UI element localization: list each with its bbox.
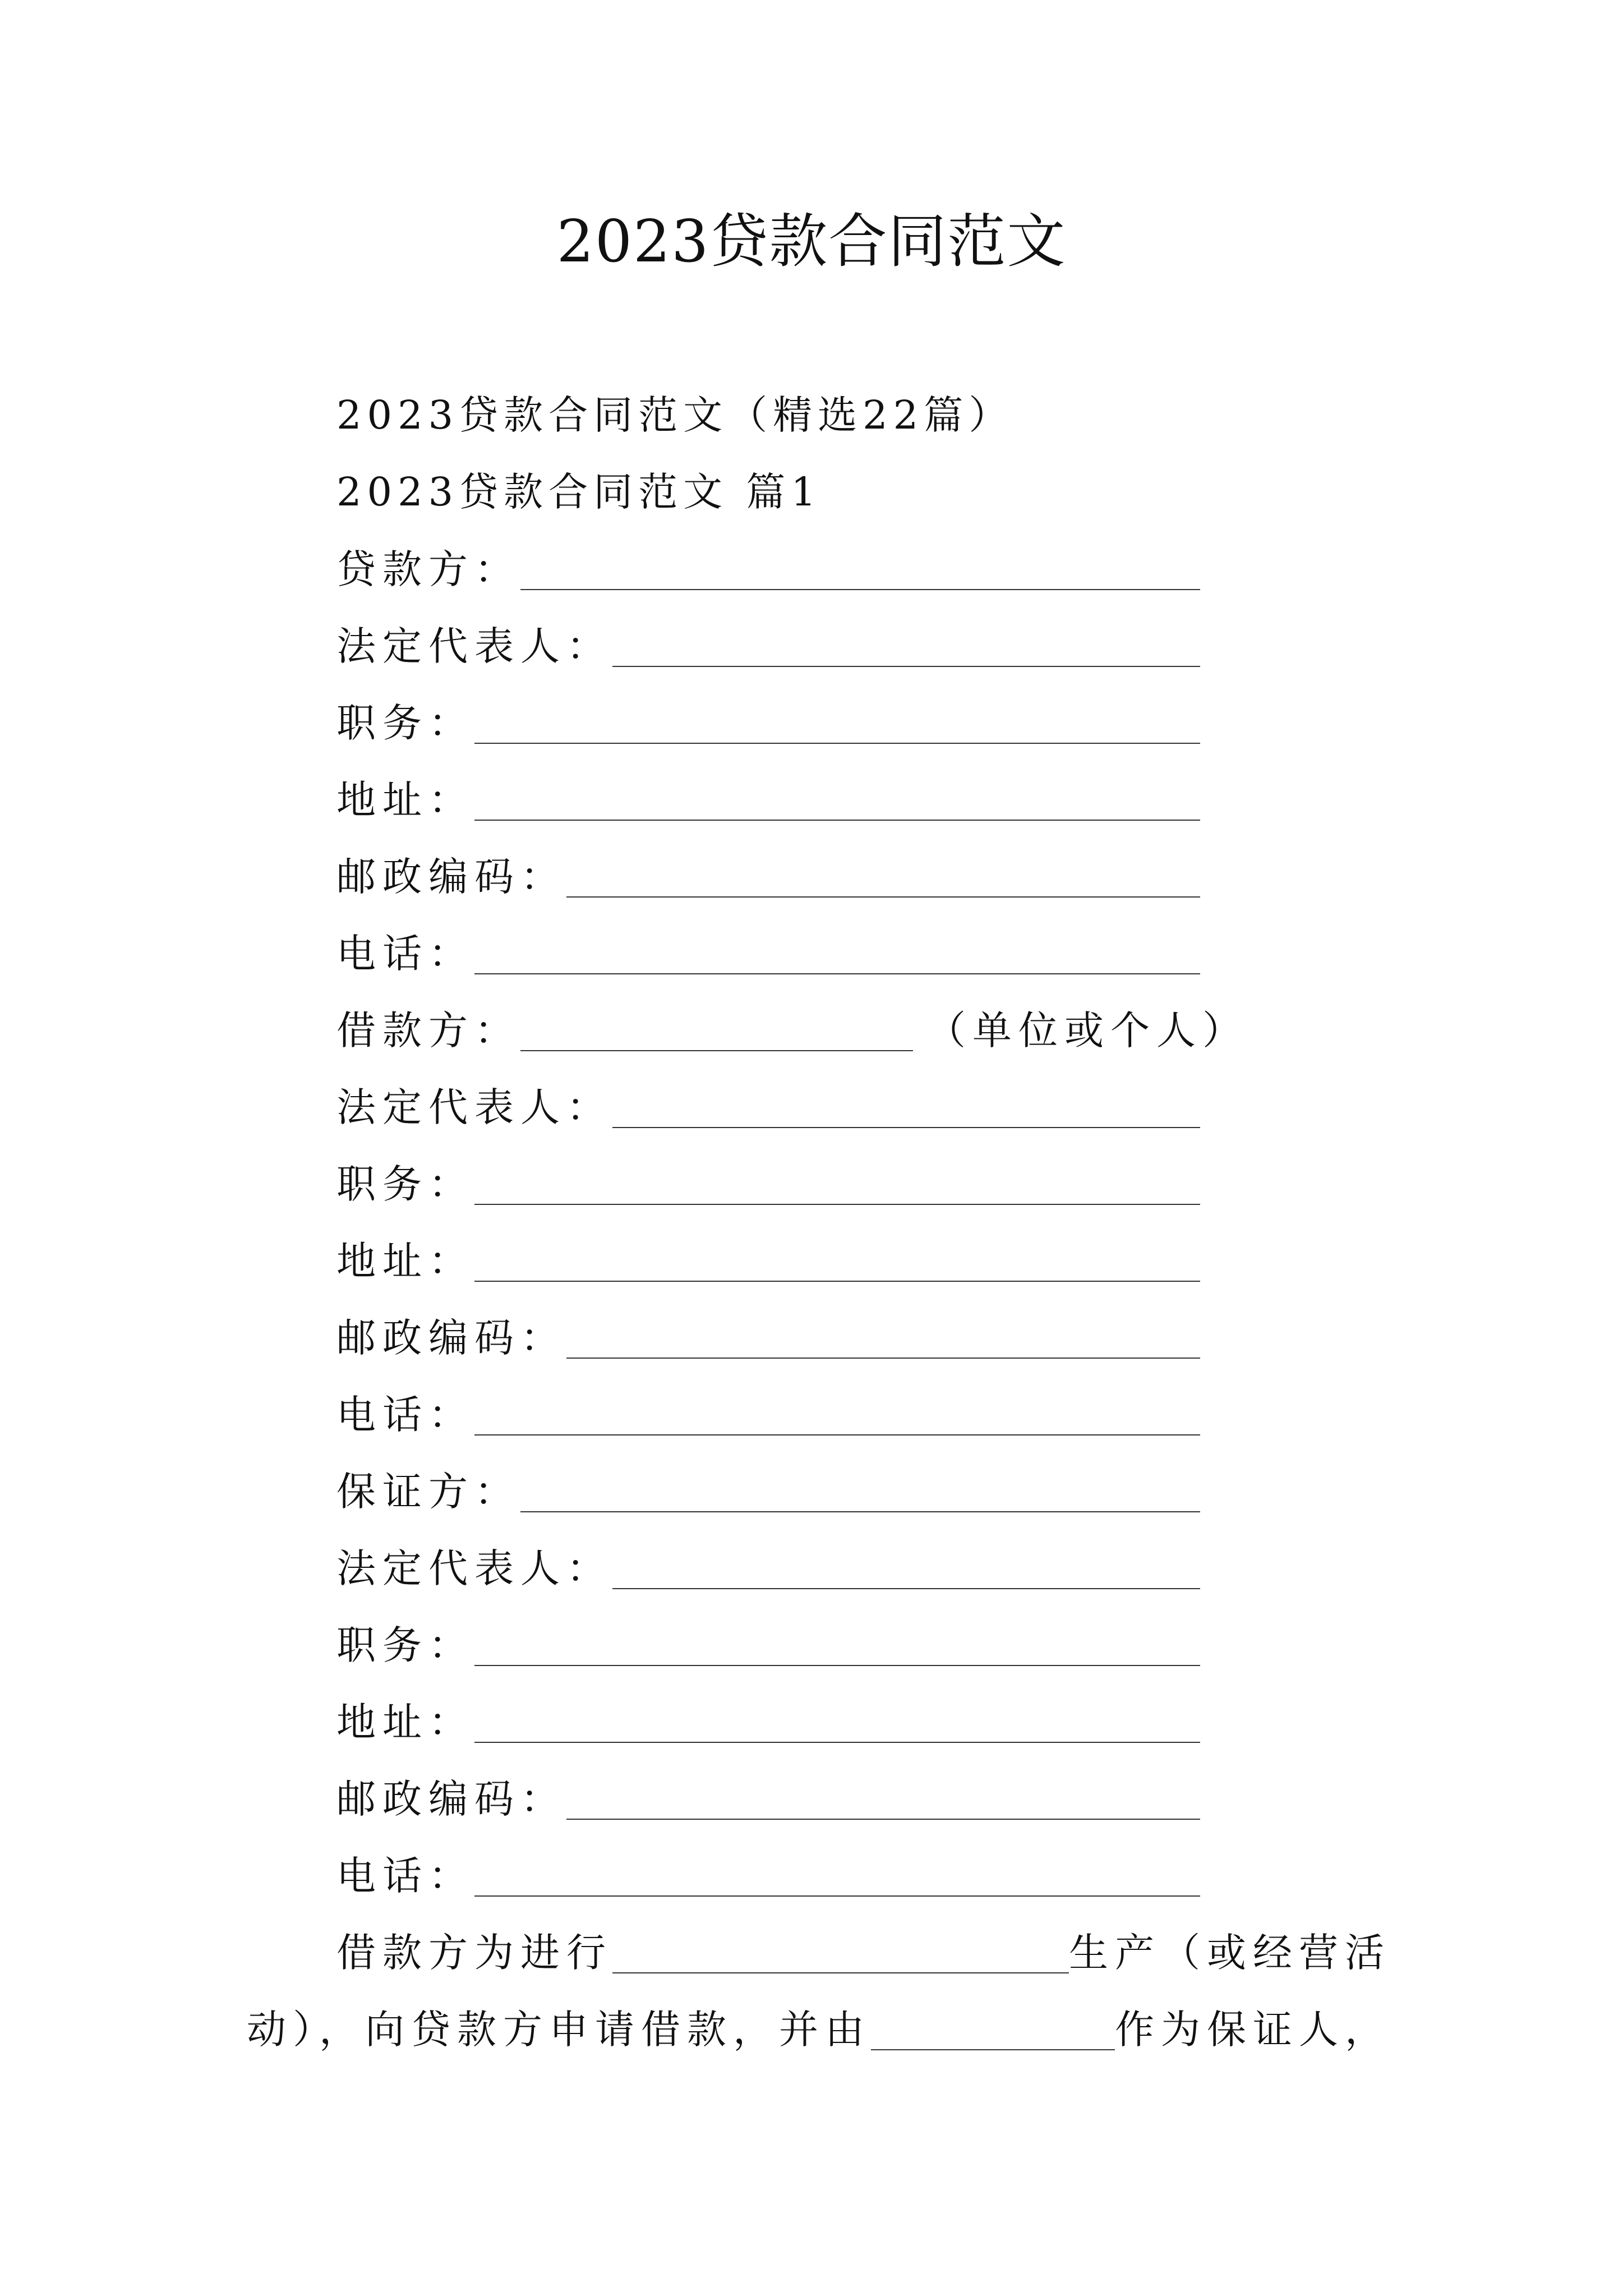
guarantor-position-label: 职务： [336, 1622, 474, 1668]
guarantor-party-label: 保证方： [336, 1469, 520, 1515]
guarantor-address-blank[interactable] [474, 1741, 1200, 1743]
lender-party-label: 贷款方： [336, 546, 520, 592]
lender-rep-field [336, 615, 1200, 677]
borrower-phone-label: 电话： [336, 1392, 474, 1438]
lender-address-label: 地址： [336, 777, 474, 823]
borrower-party-label: 借款方： [336, 1007, 520, 1053]
guarantor-phone-field [336, 1845, 1200, 1907]
borrower-phone-field [336, 1384, 1200, 1446]
borrower-phone-blank[interactable] [474, 1433, 1200, 1435]
lender-postcode-blank[interactable] [566, 895, 1200, 898]
guarantor-rep-field [336, 1538, 1200, 1599]
borrower-postcode-blank[interactable] [566, 1356, 1200, 1359]
subtitle: 2023贷款合同范文（精选22篇） [336, 392, 1014, 438]
paragraph-guarantor-blank[interactable] [871, 2048, 1115, 2050]
lender-phone-label: 电话： [336, 931, 474, 977]
lender-position-label: 职务： [336, 700, 474, 746]
borrower-rep-label: 法定代表人： [336, 1084, 612, 1130]
lender-position-field [336, 692, 1200, 754]
lender-phone-field [336, 923, 1200, 984]
borrower-position-field [336, 1153, 1200, 1215]
lender-postcode-field [336, 846, 1200, 908]
guarantor-position-blank[interactable] [474, 1664, 1200, 1666]
lender-phone-blank[interactable] [474, 972, 1200, 974]
paragraph-line1-suffix: 生产（或经营活 [1069, 1930, 1391, 1976]
paragraph-line1-prefix: 借款方为进行 [336, 1930, 612, 1976]
paragraph-line-2 [247, 1999, 1391, 2060]
guarantor-address-label: 地址： [336, 1699, 474, 1745]
borrower-postcode-label: 邮政编码： [336, 1315, 566, 1361]
borrower-party-field [336, 1000, 1248, 1061]
guarantor-postcode-field [336, 1768, 1200, 1830]
guarantor-party-field [336, 1461, 1200, 1522]
borrower-position-blank[interactable] [474, 1203, 1200, 1205]
borrower-position-label: 职务： [336, 1161, 474, 1207]
guarantor-address-field [336, 1691, 1200, 1753]
paragraph-line-1 [336, 1922, 1391, 1984]
lender-address-field [336, 769, 1200, 831]
document-title: 2023贷款合同范文 [556, 207, 1067, 275]
guarantor-party-blank[interactable] [520, 1510, 1200, 1512]
guarantor-postcode-blank[interactable] [566, 1818, 1200, 1820]
lender-postcode-label: 邮政编码： [336, 854, 566, 900]
borrower-address-blank[interactable] [474, 1280, 1200, 1282]
borrower-rep-field [336, 1076, 1200, 1138]
guarantor-phone-blank[interactable] [474, 1894, 1200, 1897]
borrower-party-blank[interactable] [520, 1049, 913, 1051]
borrower-party-suffix: （单位或个人） [926, 1007, 1248, 1053]
borrower-address-field [336, 1230, 1200, 1292]
guarantor-position-field [336, 1614, 1200, 1676]
lender-rep-label: 法定代表人： [336, 623, 612, 669]
lender-position-blank[interactable] [474, 742, 1200, 744]
section-heading: 2023贷款合同范文 篇1 [336, 469, 822, 515]
paragraph-line2-prefix: 动），向贷款方申请借款，并由 [247, 2007, 871, 2053]
guarantor-postcode-label: 邮政编码： [336, 1776, 566, 1822]
borrower-rep-blank[interactable] [612, 1126, 1200, 1128]
guarantor-rep-label: 法定代表人： [336, 1545, 612, 1591]
paragraph-line2-suffix: 作为保证人， [1115, 2007, 1391, 2053]
guarantor-rep-blank[interactable] [612, 1587, 1200, 1589]
lender-party-blank[interactable] [520, 588, 1200, 590]
lender-rep-blank[interactable] [612, 665, 1200, 667]
borrower-postcode-field [336, 1307, 1200, 1369]
lender-address-blank[interactable] [474, 818, 1200, 821]
guarantor-phone-label: 电话： [336, 1853, 474, 1899]
paragraph-production-blank[interactable] [612, 1971, 1069, 1973]
lender-party-field [336, 539, 1200, 600]
borrower-address-label: 地址： [336, 1238, 474, 1284]
